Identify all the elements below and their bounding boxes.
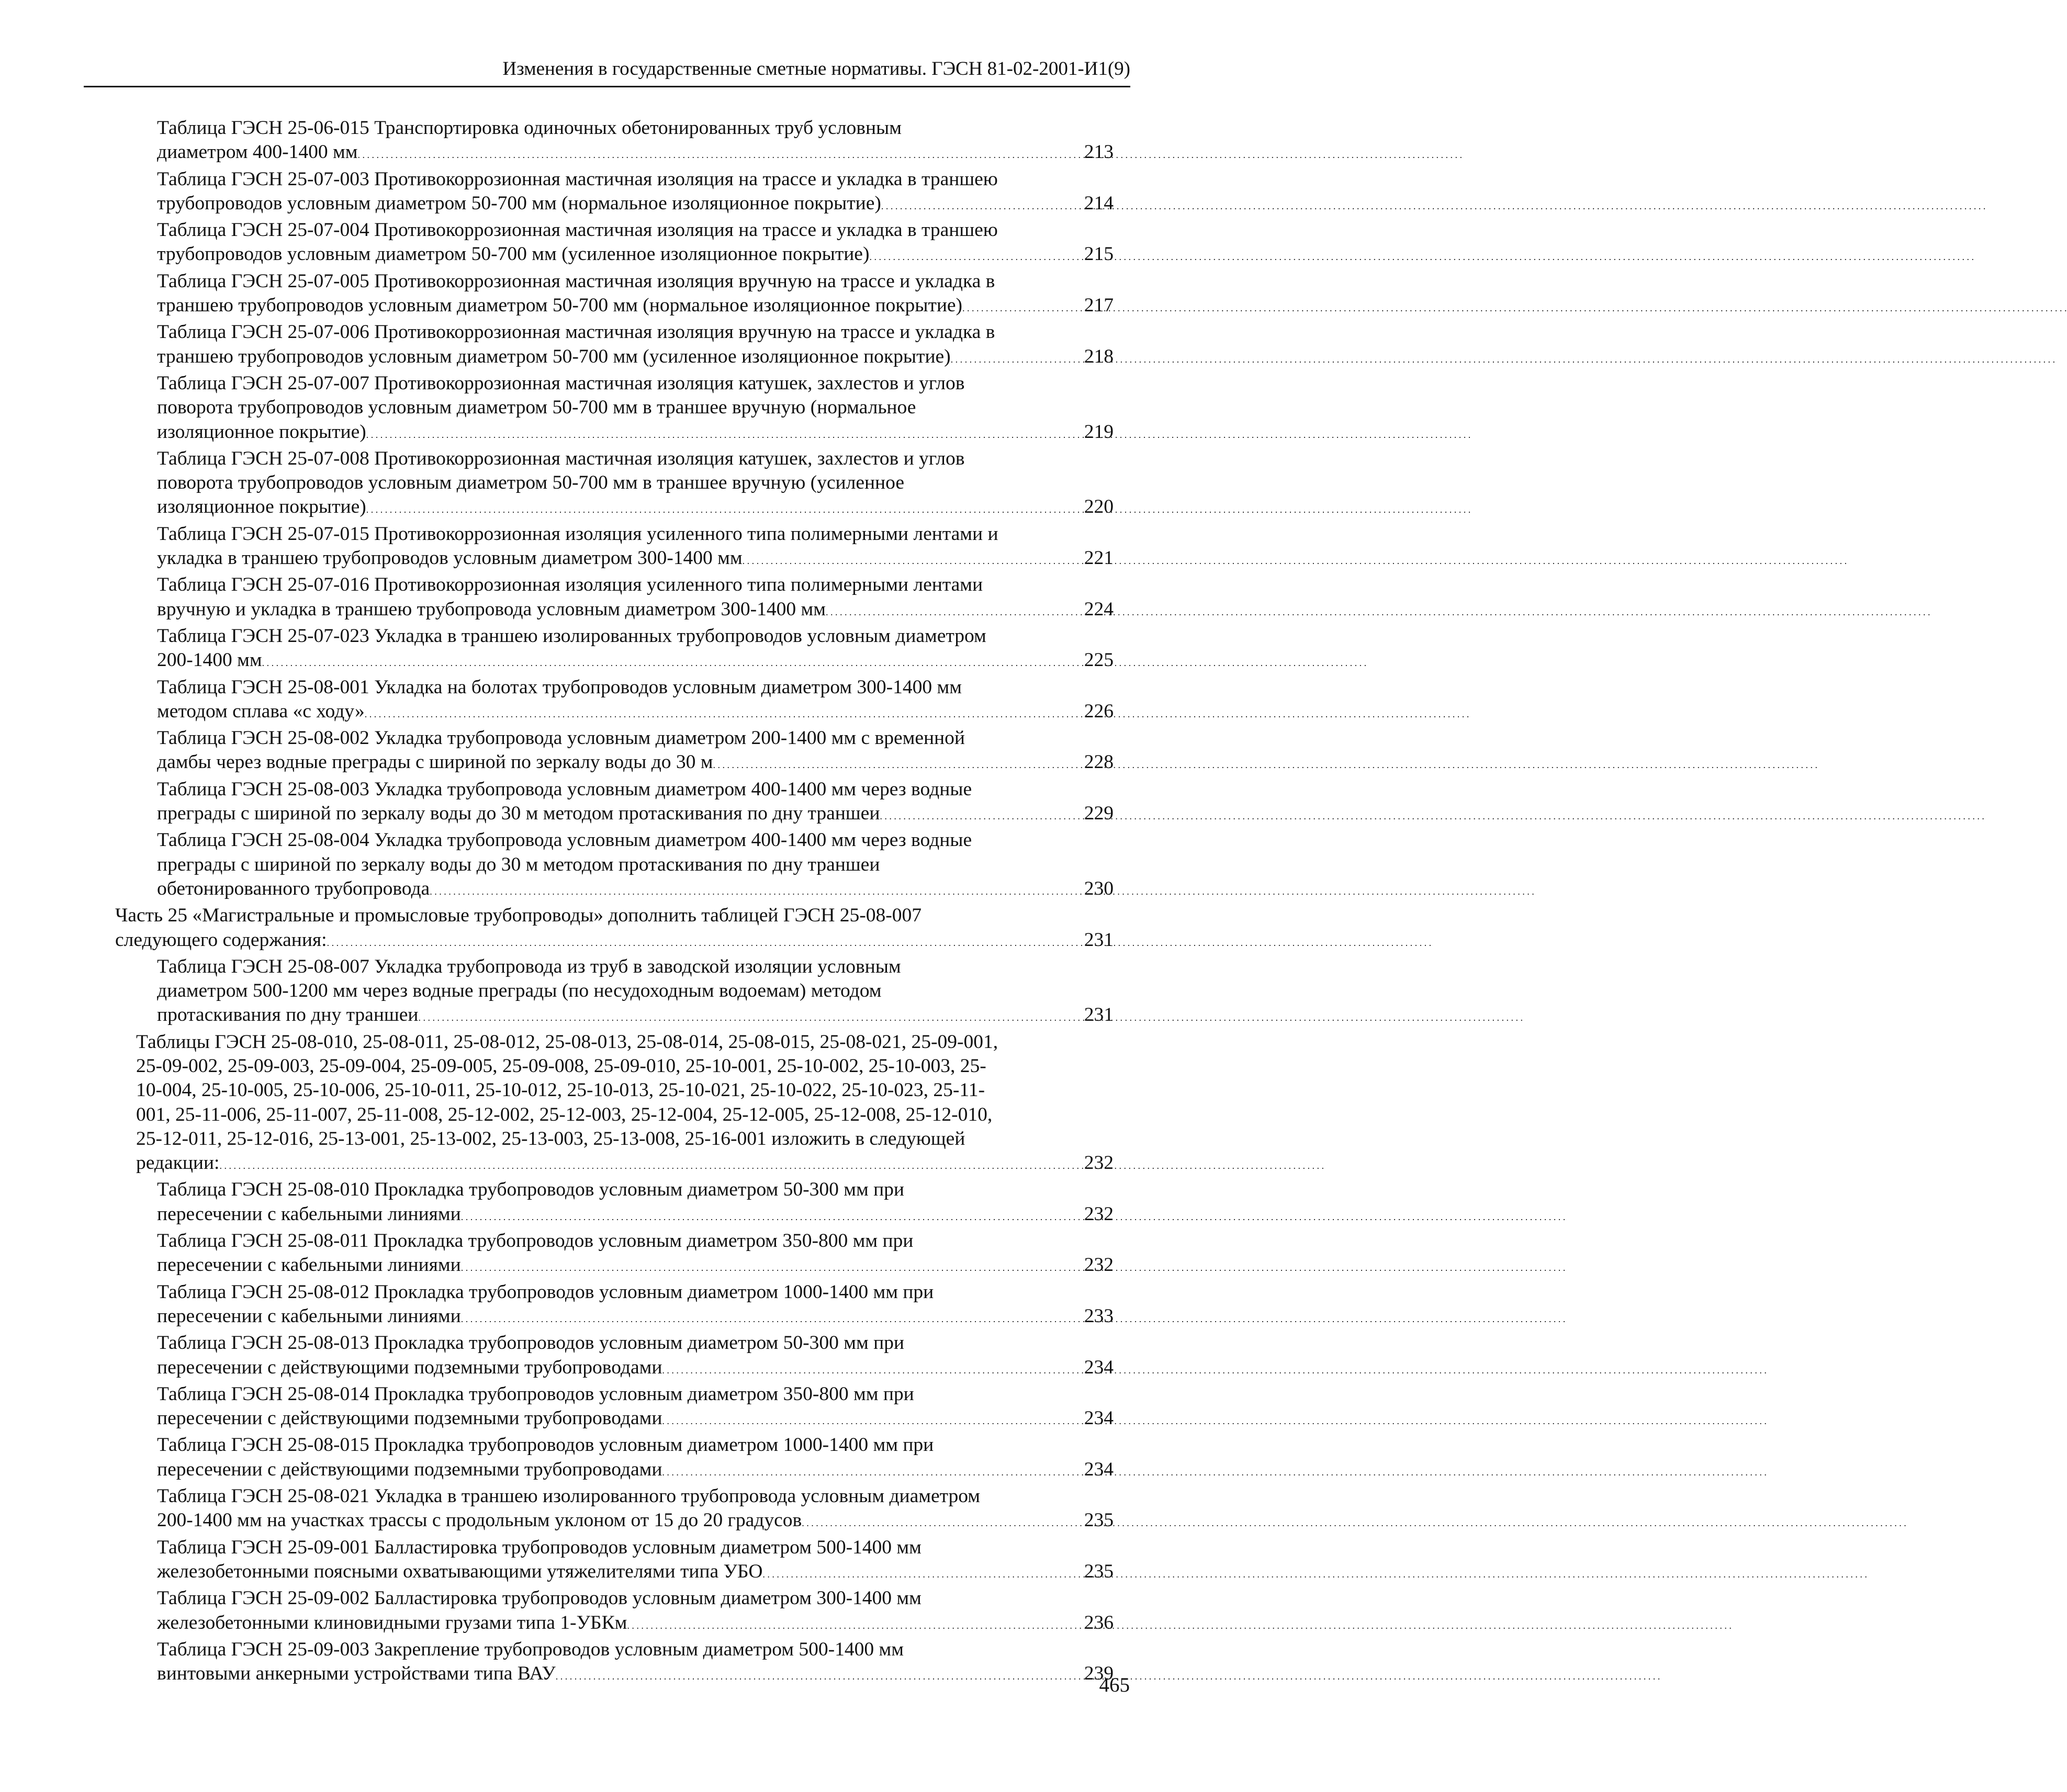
toc-entry[interactable] <box>115 726 1114 777</box>
toc-entry-text: пересечении с действующими подземными трубопроводами <box>157 1356 662 1378</box>
toc-entry-last-line <box>157 546 1114 573</box>
toc-page-ref[interactable]: 224 <box>1084 598 1114 620</box>
toc-page-ref[interactable]: 221 <box>1084 547 1114 569</box>
toc-entry-line: диаметром 500-1200 мм через водные преграды (по несудоходным водоемам) методом <box>157 980 882 1002</box>
toc-entry-line: поворота трубопроводов условным диаметром 50-700 мм в траншее вручную (усиленное <box>157 472 904 494</box>
dot-leader <box>366 420 1082 447</box>
toc-entry-line: 25-12-011, 25-12-016, 25-13-001, 25-13-002, 25-13-003, 25-13-008, 25-16-001 изложить в следующей <box>136 1128 965 1149</box>
toc-entry-last-line <box>157 1458 1114 1484</box>
toc-page-ref[interactable]: 234 <box>1084 1458 1114 1480</box>
toc-entry[interactable] <box>115 1030 1114 1178</box>
toc-entry[interactable] <box>115 777 1114 829</box>
toc-entry-line: поворота трубопроводов условным диаметром 50-700 мм в траншее вручную (нормальное <box>157 397 916 419</box>
dot-leader <box>662 1406 1082 1433</box>
toc-entry-text: редакции: <box>136 1152 220 1174</box>
toc-entry-line: Таблица ГЭСН 25-08-010 Прокладка трубопроводов условным диаметром 50-300 мм при <box>157 1179 905 1201</box>
toc-entry-line: Таблица ГЭСН 25-09-002 Балластировка трубопроводов условным диаметром 300-1400 мм <box>157 1587 922 1609</box>
dot-leader <box>951 345 1082 371</box>
toc-entry-text: железобетонными поясными охватывающими утяжелителями типа УБО <box>157 1560 763 1582</box>
toc-entry-last-line <box>157 1611 1114 1638</box>
toc-entry-text: методом сплава «с ходу» <box>157 700 365 722</box>
toc-entry-line: Таблица ГЭСН 25-09-003 Закрепление трубопроводов условным диаметром 500-1400 мм <box>157 1638 904 1660</box>
toc-entry-line: Таблица ГЭСН 25-07-023 Укладка в траншею изолированных трубопроводов условным диаметром <box>157 625 986 647</box>
toc-entry-text: пересечении с кабельными линиями <box>157 1305 461 1327</box>
toc-entry-line: Таблица ГЭСН 25-06-015 Транспортировка одиночных обетонированных труб условным <box>157 117 902 139</box>
dot-leader <box>802 1508 1082 1535</box>
dot-leader <box>627 1611 1082 1638</box>
toc-page-ref[interactable]: 234 <box>1084 1407 1114 1429</box>
toc-entry-last-line <box>157 242 1114 269</box>
toc-entry[interactable] <box>115 1638 1114 1689</box>
dot-leader <box>461 1304 1082 1331</box>
toc-entry-text: пересечении с действующими подземными трубопроводами <box>157 1407 662 1429</box>
toc-entry-text: дамбы через водные преграды с шириной по зеркалу воды до 30 м <box>157 751 713 773</box>
toc-entry-text: вручную и укладка в траншею трубопровода условным диаметром 300-1400 мм <box>157 598 826 620</box>
toc-entry-line: Таблица ГЭСН 25-07-007 Противокоррозионная мастичная изоляция катушек, захлестов и углов <box>157 372 965 394</box>
dot-leader <box>962 294 1082 320</box>
toc-entry-last-line <box>115 928 1114 955</box>
toc-entry-last-line <box>157 1202 1114 1229</box>
toc-page-ref[interactable]: 213 <box>1084 141 1114 163</box>
toc-page-ref[interactable]: 229 <box>1084 803 1114 825</box>
toc-entry-text: протаскивания по дну траншеи <box>157 1004 419 1026</box>
toc-entry-line: Таблица ГЭСН 25-07-015 Противокоррозионная изоляция усиленного типа полимерными лентами и <box>157 523 998 545</box>
toc-entry-line: Таблица ГЭСН 25-09-001 Балластировка трубопроводов условным диаметром 500-1400 мм <box>157 1536 922 1558</box>
toc-entry-last-line <box>157 495 1114 522</box>
dot-leader <box>461 1202 1082 1229</box>
dot-leader <box>366 495 1082 522</box>
toc-entry-line: Таблица ГЭСН 25-07-004 Противокоррозионная мастичная изоляция на трассе и укладка в траншею <box>157 219 998 241</box>
page-number: 465 <box>1099 1674 1130 1696</box>
running-header: Изменения в государственные сметные нормативы. ГЭСН 81-02-2001-И1(9) <box>84 52 1130 87</box>
toc-entry-text: траншею трубопроводов условным диаметром 50-700 мм (усиленное изоляционное покрытие) <box>157 345 951 367</box>
toc-entry[interactable] <box>115 1484 1114 1536</box>
toc-entry-text: изоляционное покрытие) <box>157 496 366 518</box>
toc-entry-last-line <box>157 1662 1114 1688</box>
dot-leader <box>418 1003 1082 1030</box>
toc-entry[interactable] <box>115 371 1114 447</box>
toc-page-ref[interactable]: 230 <box>1084 877 1114 899</box>
toc-entry-line: Таблица ГЭСН 25-08-004 Укладка трубопровода условным диаметром 400-1400 мм через водные <box>157 829 972 851</box>
toc-entry-last-line <box>157 140 1114 167</box>
toc-page-ref[interactable]: 214 <box>1084 192 1114 214</box>
toc-entry-line: Таблицы ГЭСН 25-08-010, 25-08-011, 25-08-012, 25-08-013, 25-08-014, 25-08-015, 25-08-021, 25-09-001, <box>136 1031 998 1053</box>
toc-entry-line: 001, 25-11-006, 25-11-007, 25-11-008, 25-12-002, 25-12-003, 25-12-004, 25-12-005, 25-12-008, 25-12-010, <box>136 1103 993 1125</box>
toc-entry-last-line <box>157 1560 1114 1586</box>
toc-entry-text: пересечении с кабельными линиями <box>157 1254 461 1276</box>
table-of-contents <box>115 116 1114 1688</box>
toc-entry-last-line <box>157 1406 1114 1433</box>
toc-entry-last-line <box>157 191 1114 218</box>
toc-page-ref[interactable]: 215 <box>1084 243 1114 265</box>
toc-entry-line: Таблица ГЭСН 25-08-011 Прокладка трубопроводов условным диаметром 350-800 мм при <box>157 1230 914 1252</box>
dot-leader <box>743 546 1082 573</box>
toc-page-ref[interactable]: 231 <box>1084 929 1114 951</box>
dot-leader <box>461 1253 1082 1280</box>
toc-entry-last-line <box>157 1356 1114 1382</box>
toc-page-ref[interactable]: 239 <box>1084 1663 1114 1685</box>
toc-entry-text: трубопроводов условным диаметром 50-700 мм (усиленное изоляционное покрытие) <box>157 243 870 265</box>
toc-entry-text: пересечении с кабельными линиями <box>157 1203 461 1225</box>
dot-leader <box>662 1356 1082 1382</box>
dot-leader <box>219 1151 1082 1178</box>
dot-leader <box>880 802 1082 828</box>
toc-entry-text: винтовыми анкерными устройствами типа ВАУ <box>157 1663 556 1685</box>
toc-entry-line: Таблица ГЭСН 25-07-005 Противокоррозионная мастичная изоляция вручную на трассе и укладка в <box>157 270 995 292</box>
toc-entry[interactable] <box>115 1433 1114 1484</box>
toc-entry-last-line <box>157 700 1114 726</box>
toc-page-ref[interactable]: 232 <box>1084 1152 1114 1174</box>
toc-entry[interactable] <box>115 269 1114 321</box>
toc-entry-last-line <box>136 1151 1114 1178</box>
dot-leader <box>881 191 1082 218</box>
toc-page-ref[interactable]: 220 <box>1084 496 1114 518</box>
toc-page-ref[interactable]: 232 <box>1084 1203 1114 1225</box>
toc-entry-text: 200-1400 мм <box>157 649 262 671</box>
toc-entry-last-line <box>157 420 1114 447</box>
dot-leader <box>826 598 1082 624</box>
dot-leader <box>430 877 1082 904</box>
toc-entry-last-line <box>157 345 1114 371</box>
toc-entry[interactable] <box>115 1536 1114 1587</box>
toc-entry[interactable] <box>115 218 1114 269</box>
toc-entry[interactable] <box>115 1331 1114 1382</box>
toc-entry[interactable] <box>115 167 1114 219</box>
toc-entry[interactable] <box>115 522 1114 573</box>
toc-entry-line: Таблица ГЭСН 25-08-014 Прокладка трубопроводов условным диаметром 350-800 мм при <box>157 1383 914 1405</box>
toc-page-ref[interactable]: 231 <box>1084 1004 1114 1026</box>
toc-entry-last-line <box>157 877 1114 904</box>
toc-entry-last-line <box>157 802 1114 828</box>
toc-entry-last-line <box>157 598 1114 624</box>
toc-entry-line: Таблица ГЭСН 25-08-003 Укладка трубопровода условным диаметром 400-1400 мм через водные <box>157 778 972 800</box>
toc-entry[interactable] <box>115 573 1114 624</box>
toc-page-ref[interactable]: 217 <box>1084 295 1114 317</box>
toc-page-ref[interactable]: 226 <box>1084 700 1114 722</box>
toc-entry[interactable] <box>115 116 1114 167</box>
toc-entry-line: Таблица ГЭСН 25-07-003 Противокоррозионная мастичная изоляция на трассе и укладка в траншею <box>157 168 998 190</box>
toc-entry-line: Таблица ГЭСН 25-08-002 Укладка трубопровода условным диаметром 200-1400 мм с временной <box>157 727 965 749</box>
toc-entry-line: Таблица ГЭСН 25-08-015 Прокладка трубопроводов условным диаметром 1000-1400 мм при <box>157 1434 934 1456</box>
dot-leader <box>327 928 1082 955</box>
toc-entry[interactable] <box>115 828 1114 904</box>
toc-entry-text: трубопроводов условным диаметром 50-700 мм (нормальное изоляционное покрытие) <box>157 192 881 214</box>
toc-entry-line: 10-004, 25-10-005, 25-10-006, 25-10-011, 25-10-012, 25-10-013, 25-10-021, 25-10-022, 25-10-023, 25-11- <box>136 1079 985 1101</box>
toc-entry[interactable] <box>115 1229 1114 1280</box>
toc-entry-line: Таблица ГЭСН 25-08-012 Прокладка трубопроводов условным диаметром 1000-1400 мм при <box>157 1281 934 1303</box>
dot-leader <box>713 750 1082 777</box>
toc-entry-last-line <box>157 1253 1114 1280</box>
toc-page-ref[interactable]: 233 <box>1084 1305 1114 1327</box>
toc-page-ref[interactable]: 232 <box>1084 1254 1114 1276</box>
toc-entry-line: Таблица ГЭСН 25-08-001 Укладка на болотах трубопроводов условным диаметром 300-1400 мм <box>157 676 962 698</box>
toc-entry-text: железобетонными клиновидными грузами типа 1-УБКм <box>157 1611 627 1633</box>
toc-entry-last-line <box>157 294 1114 320</box>
toc-entry-line: Таблица ГЭСН 25-08-007 Укладка трубопровода из труб в заводской изоляции условным <box>157 955 901 977</box>
dot-leader <box>262 648 1082 675</box>
toc-page-ref[interactable]: 218 <box>1084 345 1114 367</box>
dot-leader <box>662 1458 1082 1484</box>
toc-page-ref[interactable]: 234 <box>1084 1356 1114 1378</box>
toc-page-ref[interactable]: 236 <box>1084 1611 1114 1633</box>
dot-leader <box>869 242 1082 269</box>
toc-entry[interactable] <box>115 955 1114 1030</box>
toc-entry-text: изоляционное покрытие) <box>157 421 366 443</box>
toc-entry-line: Таблица ГЭСН 25-07-008 Противокоррозионная мастичная изоляция катушек, захлестов и углов <box>157 447 965 469</box>
toc-entry[interactable] <box>115 1382 1114 1434</box>
toc-entry-line: Таблица ГЭСН 25-07-006 Противокоррозионная мастичная изоляция вручную на трассе и укладка в <box>157 321 995 343</box>
toc-entry-text: обетонированного трубопровода <box>157 877 430 899</box>
toc-entry[interactable] <box>115 904 1114 955</box>
dot-leader <box>556 1662 1082 1688</box>
toc-entry-last-line <box>157 1003 1114 1030</box>
toc-entry-line: 25-09-002, 25-09-003, 25-09-004, 25-09-005, 25-09-008, 25-09-010, 25-10-001, 25-10-002, 25-10-003, 25- <box>136 1055 986 1077</box>
toc-entry-last-line <box>157 648 1114 675</box>
toc-entry-line: Таблица ГЭСН 25-08-021 Укладка в траншею изолированного трубопровода условным диаметром <box>157 1485 980 1507</box>
toc-entry[interactable] <box>115 1280 1114 1332</box>
toc-entry-text: траншею трубопроводов условным диаметром 50-700 мм (нормальное изоляционное покрытие) <box>157 295 963 317</box>
toc-entry-last-line <box>157 750 1114 777</box>
toc-entry-text: пересечении с действующими подземными трубопроводами <box>157 1458 662 1480</box>
toc-entry-text: преграды с шириной по зеркалу воды до 30 м методом протаскивания по дну траншеи <box>157 803 880 825</box>
dot-leader <box>365 700 1082 726</box>
toc-entry-line: Таблица ГЭСН 25-08-013 Прокладка трубопроводов условным диаметром 50-300 мм при <box>157 1332 905 1354</box>
toc-entry-text: следующего содержания: <box>115 929 327 951</box>
toc-page-ref[interactable]: 235 <box>1084 1560 1114 1582</box>
dot-leader <box>762 1560 1082 1586</box>
toc-entry[interactable] <box>115 675 1114 727</box>
toc-entry-text: 200-1400 мм на участках трассы с продольным уклоном от 15 до 20 градусов <box>157 1509 802 1531</box>
toc-entry-line: Таблица ГЭСН 25-07-016 Противокоррозионная изоляция усиленного типа полимерными лентами <box>157 574 983 596</box>
toc-entry-line: Часть 25 «Магистральные и промысловые трубопроводы» дополнить таблицей ГЭСН 25-08-007 <box>115 905 922 927</box>
toc-entry-text: укладка в траншею трубопроводов условным диаметром 300-1400 мм <box>157 547 743 569</box>
toc-page-ref[interactable]: 219 <box>1084 421 1114 443</box>
toc-page-ref[interactable]: 225 <box>1084 649 1114 671</box>
toc-entry[interactable] <box>115 320 1114 371</box>
toc-page-ref[interactable]: 235 <box>1084 1509 1114 1531</box>
toc-entry-last-line <box>157 1508 1114 1535</box>
toc-page-ref[interactable]: 228 <box>1084 751 1114 773</box>
toc-entry-line: преграды с шириной по зеркалу воды до 30 м методом протаскивания по дну траншеи <box>157 853 880 875</box>
toc-entry-last-line <box>157 1304 1114 1331</box>
toc-entry[interactable] <box>115 1586 1114 1638</box>
toc-entry-text: диаметром 400-1400 мм <box>157 141 358 163</box>
toc-entry[interactable] <box>115 447 1114 522</box>
dot-leader <box>357 140 1082 167</box>
toc-entry[interactable] <box>115 1178 1114 1229</box>
toc-entry[interactable] <box>115 624 1114 675</box>
